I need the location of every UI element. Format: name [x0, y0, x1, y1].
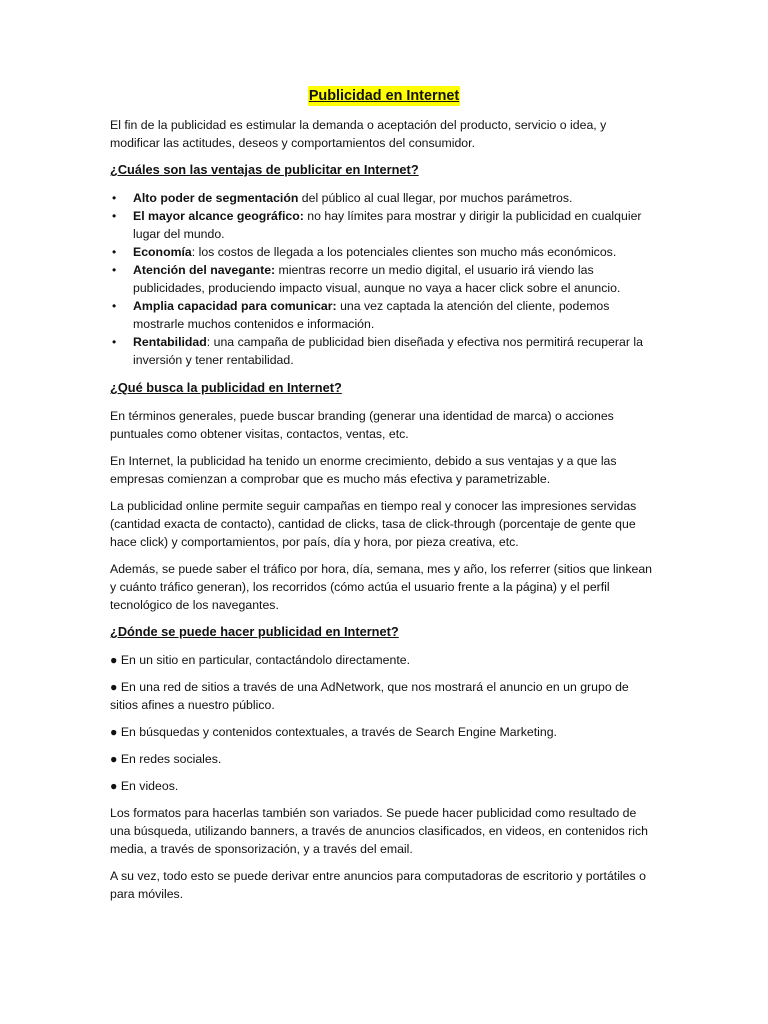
advantage-item — [110, 243, 658, 261]
bullet-icon: • — [112, 209, 117, 223]
where-item: ● En videos. — [110, 779, 179, 793]
title-container — [110, 86, 658, 106]
where-item: ● En una red de sitios a través de una AdNetwork, que nos mostrará el anuncio en un grupo de sitios afines a nuestro público. — [110, 680, 629, 712]
advantage-item — [110, 333, 658, 369]
bullet-icon: • — [112, 191, 117, 205]
advantages-list — [110, 189, 658, 369]
goals-paragraph: En Internet, la publicidad ha tenido un enorme crecimiento, debido a sus ventajas y a que las empresas comienzan a comprobar que es mucho más efectiva y parametrizable. — [110, 454, 617, 486]
where-item: ● En redes sociales. — [110, 752, 222, 766]
advantage-term: El mayor alcance geográfico: — [133, 209, 304, 223]
bullet-icon: • — [112, 245, 117, 259]
document-body — [110, 86, 658, 912]
advantage-text: : los costos de llegada a los potenciales clientes son mucho más económicos. — [191, 245, 617, 259]
formats-paragraph: Los formatos para hacerlas también son variados. Se puede hacer publicidad como resultado de una búsqueda, utilizando banners, a través de anuncios clasificados, en videos, en contenidos rich media, a través de sponsorización, y a través del email. — [110, 806, 648, 856]
document-title: Publicidad en Internet — [308, 88, 460, 104]
section-heading-goals: ¿Qué busca la publicidad en Internet? — [110, 380, 342, 395]
advantage-text: una vez captada la atención del cliente, podemos mostrarle muchos contenidos e información. — [133, 299, 610, 331]
advantage-item — [110, 189, 658, 207]
advantage-item — [110, 207, 658, 243]
advantage-item — [110, 297, 658, 333]
where-item: ● En un sitio en particular, contactándolo directamente. — [110, 653, 410, 667]
advantage-item — [110, 261, 658, 297]
advantage-term: Atención del navegante: — [133, 263, 276, 277]
section-heading-where: ¿Dónde se puede hacer publicidad en Internet? — [110, 624, 399, 639]
bullet-icon: • — [112, 263, 117, 277]
advantage-term: Rentabilidad — [133, 335, 207, 349]
devices-paragraph: A su vez, todo esto se puede derivar entre anuncios para computadoras de escritorio y portátiles o para móviles. — [110, 869, 646, 901]
intro-paragraph: El fin de la publicidad es estimular la demanda o aceptación del producto, servicio o idea, y modificar las actitudes, deseos y comportamientos del consumidor. — [110, 118, 607, 150]
goals-paragraph: En términos generales, puede buscar branding (generar una identidad de marca) o acciones puntuales como obtener visitas, contactos, ventas, etc. — [110, 409, 614, 441]
advantage-term: Alto poder de segmentación — [133, 191, 299, 205]
advantage-text: mientras recorre un medio digital, el usuario irá viendo las publicidades, produciendo impacto visual, aunque no vaya a hacer click sobre el anuncio. — [133, 263, 621, 295]
advantage-text: del público al cual llegar, por muchos parámetros. — [298, 191, 573, 205]
bullet-icon: • — [112, 299, 117, 313]
advantage-term: Economía — [133, 245, 192, 259]
advantage-text: : una campaña de publicidad bien diseñada y efectiva nos permitirá recuperar la inversión y tener rentabilidad. — [133, 335, 643, 367]
goals-paragraph: La publicidad online permite seguir campañas en tiempo real y conocer las impresiones servidas (cantidad exacta de contacto), cantidad de clicks, tasa de click-through (porcentaje de gente que hace click) y comportamientos, por país, día y hora, por pieza creativa, etc. — [110, 499, 637, 549]
advantage-term: Amplia capacidad para comunicar: — [133, 299, 337, 313]
advantage-text: no hay límites para mostrar y dirigir la publicidad en cualquier lugar del mundo. — [133, 209, 642, 241]
section-heading-advantages: ¿Cuáles son las ventajas de publicitar en Internet? — [110, 162, 419, 177]
goals-paragraph: Además, se puede saber el tráfico por hora, día, semana, mes y año, los referrer (sitios que linkean y cuánto tráfico generan), los recorridos (cómo actúa el usuario frente a la página) y el perfil tecnológico de los navegantes. — [110, 562, 653, 612]
bullet-icon: • — [112, 335, 117, 349]
where-item: ● En búsquedas y contenidos contextuales, a través de Search Engine Marketing. — [110, 725, 557, 739]
